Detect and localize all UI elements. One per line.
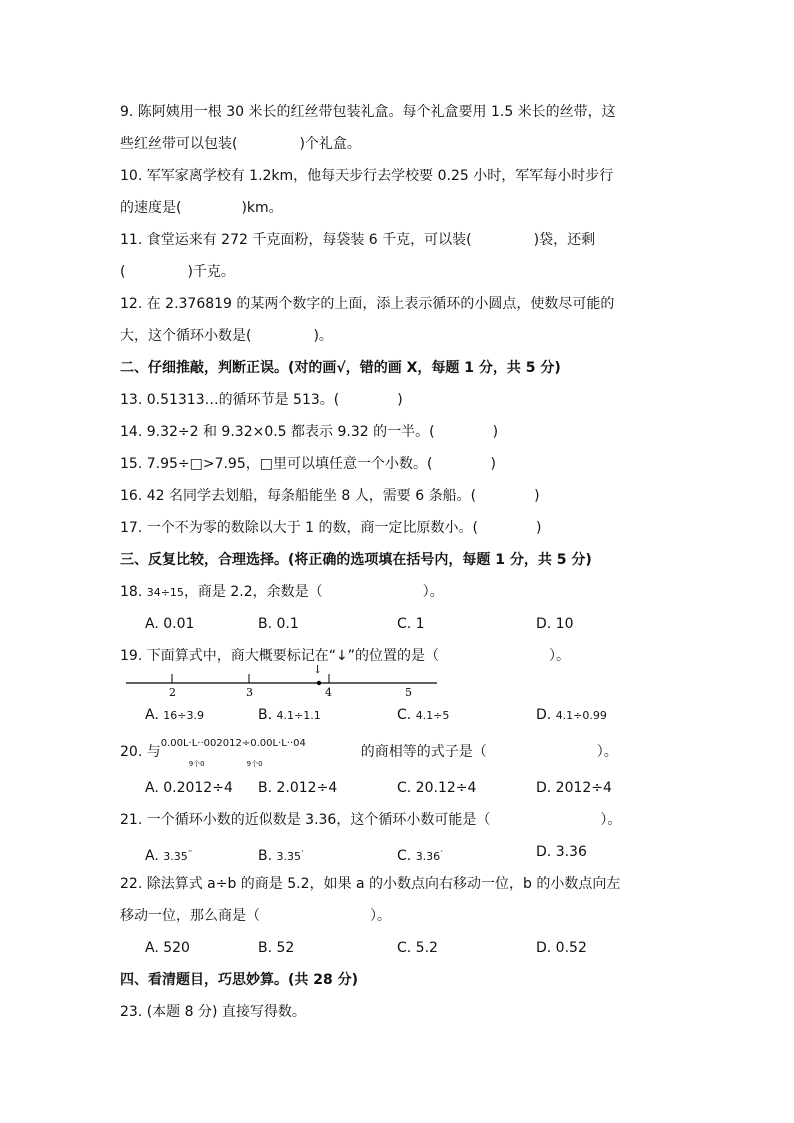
q19-option-d-label: D. — [536, 707, 552, 723]
q19-option-b[interactable] — [258, 705, 321, 726]
q13-close: ) — [397, 392, 403, 408]
q20-option-c[interactable]: C. 20.12÷4 — [397, 780, 477, 796]
q21-option-c-dots: · — [440, 847, 443, 857]
q19-option-c[interactable] — [397, 705, 449, 726]
q18-text-a: ，商是 2.2，余数是（ — [183, 584, 323, 600]
question-16 — [120, 486, 540, 506]
q21-option-b-label: B. — [258, 848, 273, 864]
tick-label-4: 4 — [325, 686, 332, 699]
question-17 — [120, 518, 541, 538]
question-23: 23. (本题 8 分) 直接写得数。 — [120, 1004, 306, 1020]
question-9-line2 — [120, 134, 361, 154]
q18-option-c[interactable]: C. 1 — [397, 616, 425, 632]
q22-option-b[interactable]: B. 52 — [258, 940, 295, 956]
question-9-line1: 9. 陈阿姨用一根 30 米长的红丝带包装礼盒。每个礼盒要用 1.5 米长的丝带，这 — [120, 104, 616, 120]
q18-text-b: ）。 — [422, 584, 444, 600]
q21-option-b[interactable] — [258, 842, 303, 867]
q19-option-b-label: B. — [258, 707, 273, 723]
q21-option-c-label: C. — [397, 848, 412, 864]
question-15 — [120, 454, 496, 474]
q21-option-a-dots: ·· — [187, 847, 192, 857]
question-22-line1: 22. 除法算式 a÷b 的商是 5.2，如果 a 的小数点向右移动一位，b 的小数点向左 — [120, 876, 621, 892]
q15-close: ) — [490, 456, 496, 472]
q11-text-c: ( — [120, 264, 126, 280]
q20-option-a[interactable]: A. 0.2012÷4 — [145, 780, 233, 796]
q21-text-b: ）。 — [600, 812, 622, 828]
tick-label-2: 2 — [169, 686, 176, 699]
q19-option-c-label: C. — [397, 707, 412, 723]
q19-text-a: 19. 下面算式中，商大概要标记在“↓”的位置的是（ — [120, 648, 439, 664]
q19-option-c-expr: 4.1÷5 — [415, 709, 450, 722]
q21-option-a[interactable] — [145, 842, 191, 867]
q18-number: 18. — [120, 584, 143, 600]
question-12-line1: 12. 在 2.376819 的某两个数字的上面，添上表示循环的小圆点，使数尽可能的 — [120, 296, 615, 312]
q21-option-b-value: 3.35 — [276, 850, 302, 863]
q20-expression-bottom: 9个0 9个0 — [188, 760, 263, 768]
q21-option-c-value: 3.36 — [415, 850, 441, 863]
q14-text: 14. 9.32÷2 和 9.32×0.5 都表示 9.32 的一半。( — [120, 424, 435, 440]
q12-text-b: )。 — [313, 328, 333, 344]
question-13 — [120, 390, 403, 410]
q19-option-a-expr: 16÷3.9 — [163, 709, 204, 722]
q19-option-b-expr: 4.1÷1.1 — [276, 709, 321, 722]
q20-number: 20. 与 — [120, 744, 161, 760]
q11-text-b: )袋，还剩 — [533, 232, 596, 248]
q21-option-d-value: 3.36 — [555, 844, 587, 860]
q22-option-a[interactable]: A. 520 — [145, 940, 190, 956]
q9-text-b: )个礼盒。 — [299, 136, 361, 152]
q15-text: 15. 7.95÷□>7.95，□里可以填任意一个小数。( — [120, 456, 433, 472]
question-11-line2 — [120, 262, 235, 282]
q22-option-c[interactable]: C. 5.2 — [397, 940, 438, 956]
q22-text-a: 移动一位，那么商是（ — [120, 908, 260, 924]
section-4-heading: 四、看清题目，巧思妙算。(共 28 分) — [120, 972, 359, 988]
q20-option-b[interactable]: B. 2.012÷4 — [258, 780, 338, 796]
q21-option-a-value: 3.35 — [163, 850, 188, 863]
q9-text-a: 些红丝带可以包装( — [120, 136, 238, 152]
q19-text-b: ）。 — [548, 648, 570, 664]
q11-text-d: )千克。 — [187, 264, 235, 280]
down-arrow-icon: ↓ — [313, 664, 323, 676]
section-3-heading: 三、反复比较，合理选择。(将正确的选项填在括号内，每题 1 分，共 5 分) — [120, 552, 592, 568]
question-14 — [120, 422, 498, 442]
q14-close: ) — [492, 424, 499, 440]
question-10-line1: 10. 军军家离学校有 1.2km，他每天步行去学校要 0.25 小时，军军每小时步行 — [120, 168, 614, 184]
q17-close: ) — [535, 520, 542, 536]
question-21 — [120, 810, 621, 830]
q20-option-d[interactable]: D. 2012÷4 — [536, 780, 612, 796]
q18-option-b[interactable]: B. 0.1 — [258, 616, 299, 632]
question-19 — [120, 646, 570, 666]
q22-option-d[interactable]: D. 0.52 — [536, 940, 587, 956]
q10-text-a: 的速度是( — [120, 200, 182, 216]
q10-text-b: )km。 — [241, 200, 283, 216]
question-20 — [120, 738, 618, 768]
q21-option-c[interactable] — [397, 842, 442, 867]
marked-point — [317, 681, 321, 685]
q18-option-d[interactable]: D. 10 — [536, 616, 574, 632]
q13-text: 13. 0.51313…的循环节是 513。( — [120, 392, 340, 408]
question-18 — [120, 582, 444, 603]
number-line — [122, 664, 442, 702]
q20-text-a: 的商相等的式子是（ — [360, 744, 487, 760]
q20-expression — [160, 738, 361, 768]
question-11-line1 — [120, 230, 595, 250]
question-22-line2 — [120, 906, 391, 926]
q21-option-d[interactable] — [536, 842, 587, 862]
q21-option-a-label: A. — [145, 848, 159, 864]
q11-text-a: 11. 食堂运来有 272 千克面粉，每袋装 6 千克，可以装( — [120, 232, 472, 248]
q19-option-a[interactable] — [145, 705, 204, 726]
q20-text-b: ）。 — [596, 744, 618, 760]
tick-label-5: 5 — [405, 686, 412, 699]
q21-option-d-label: D. — [536, 844, 552, 860]
q20-expression-top: 0.00L·L··002012÷0.00L·L··04 — [160, 738, 306, 749]
q16-close: ) — [534, 488, 540, 504]
q21-text-a: 21. 一个循环小数的近似数是 3.36，这个循环小数可能是（ — [120, 812, 491, 828]
q19-option-d-expr: 4.1÷0.99 — [555, 709, 607, 722]
q12-text-a: 大，这个循环小数是( — [120, 328, 252, 344]
q19-option-d[interactable] — [536, 705, 607, 726]
q18-option-a[interactable]: A. 0.01 — [145, 616, 195, 632]
section-2-heading: 二、仔细推敲，判断正误。(对的画√，错的画 X，每题 1 分，共 5 分) — [120, 360, 561, 376]
tick-label-3: 3 — [246, 686, 253, 699]
q17-text: 17. 一个不为零的数除以大于 1 的数，商一定比原数小。( — [120, 520, 478, 536]
question-10-line2 — [120, 198, 283, 218]
q22-text-b: ）。 — [370, 908, 391, 924]
q18-expression: 34÷15 — [146, 586, 184, 599]
q19-option-a-label: A. — [145, 707, 159, 723]
q16-text: 16. 42 名同学去划船，每条船能坐 8 人，需要 6 条船。( — [120, 488, 477, 504]
question-12-line2 — [120, 326, 333, 346]
q21-option-b-dots: · — [301, 847, 303, 857]
